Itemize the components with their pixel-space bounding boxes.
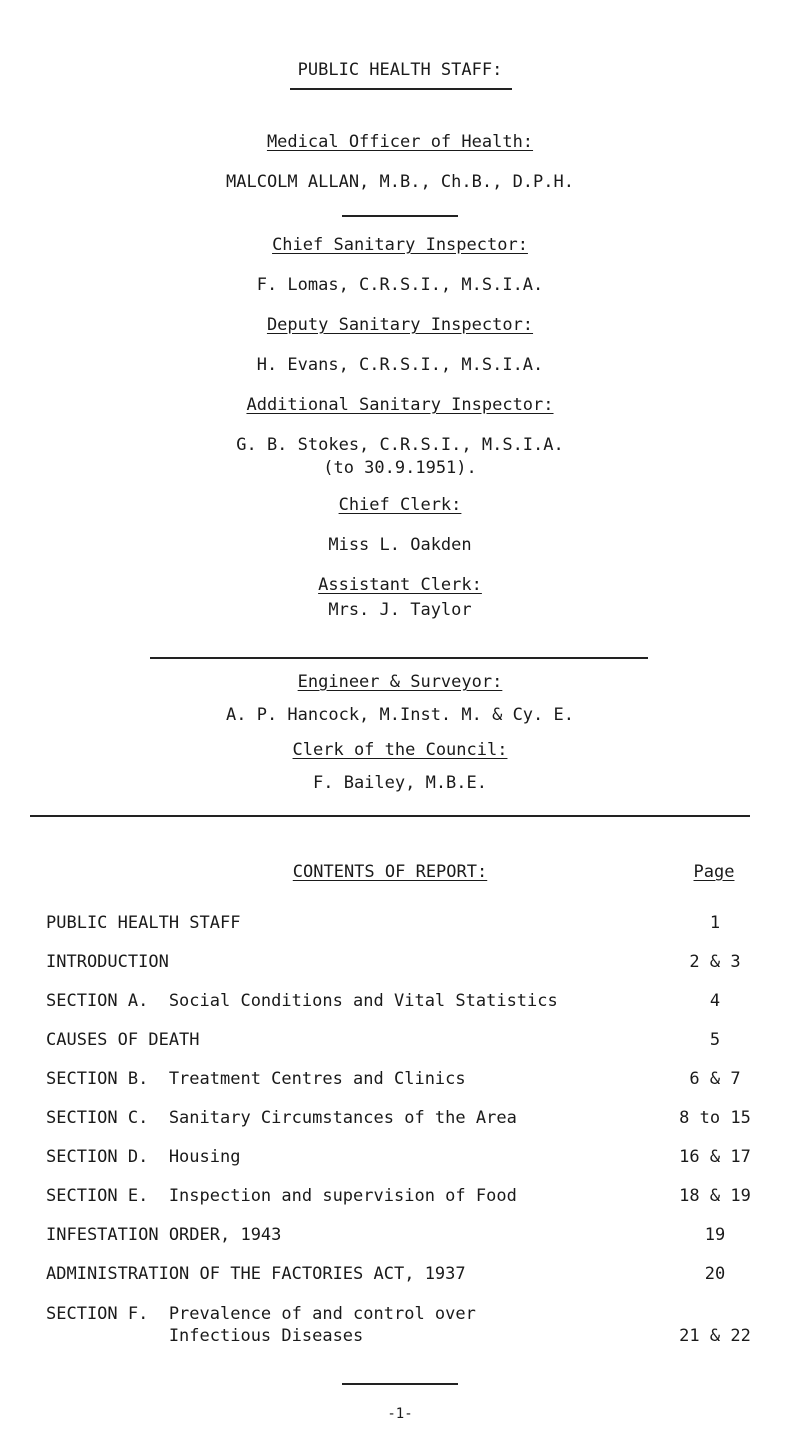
divider xyxy=(150,657,648,659)
contents-entry: SECTION C. Sanitary Circumstances of the Area xyxy=(46,1108,517,1128)
council-clerk-name: F. Bailey, M.B.E. xyxy=(313,773,487,793)
csi-name: F. Lomas, C.R.S.I., M.S.I.A. xyxy=(256,275,544,295)
contents-page: 4 xyxy=(709,991,721,1011)
asi-note: (to 30.9.1951). xyxy=(323,458,477,478)
engineer-name: A. P. Hancock, M.Inst. M. & Cy. E. xyxy=(226,705,574,725)
dsi-name: H. Evans, C.R.S.I., M.S.I.A. xyxy=(256,355,544,375)
page-number: -1- xyxy=(387,1406,413,1422)
chief-clerk-name: Miss L. Oakden xyxy=(328,535,472,555)
contents-page: 16 & 17 xyxy=(679,1147,751,1167)
chief-clerk-title: Chief Clerk: xyxy=(338,495,462,515)
csi-title: Chief Sanitary Inspector: xyxy=(272,235,528,255)
assistant-clerk-name: Mrs. J. Taylor xyxy=(328,600,472,620)
asi-name: G. B. Stokes, C.R.S.I., M.S.I.A. xyxy=(236,435,564,455)
page-title: PUBLIC HEALTH STAFF: xyxy=(297,60,503,80)
contents-page: 2 & 3 xyxy=(689,952,741,972)
contents-entry: SECTION F. Prevalence of and control over xyxy=(46,1304,476,1324)
contents-page: 8 to 15 xyxy=(679,1108,751,1128)
contents-entry: ADMINISTRATION OF THE FACTORIES ACT, 1937 xyxy=(46,1264,466,1284)
contents-page: 21 & 22 xyxy=(679,1326,751,1346)
contents-page: 6 & 7 xyxy=(689,1069,741,1089)
contents-title: CONTENTS OF REPORT: xyxy=(292,862,488,882)
contents-page: 5 xyxy=(709,1030,721,1050)
divider xyxy=(290,88,512,90)
divider xyxy=(342,1383,458,1385)
divider xyxy=(342,215,458,217)
asi-title: Additional Sanitary Inspector: xyxy=(246,395,554,415)
moh-title: Medical Officer of Health: xyxy=(266,132,534,152)
contents-entry: SECTION B. Treatment Centres and Clinics xyxy=(46,1069,466,1089)
contents-entry: Infectious Diseases xyxy=(46,1326,364,1346)
contents-page: 19 xyxy=(704,1225,726,1245)
assistant-clerk-title: Assistant Clerk: xyxy=(318,575,482,595)
contents-entry: SECTION E. Inspection and supervision of Food xyxy=(46,1186,517,1206)
contents-page: 18 & 19 xyxy=(679,1186,751,1206)
contents-page: 20 xyxy=(704,1264,726,1284)
contents-entry: CAUSES OF DEATH xyxy=(46,1030,200,1050)
contents-entry: INFESTATION ORDER, 1943 xyxy=(46,1225,282,1245)
engineer-title: Engineer & Surveyor: xyxy=(297,672,503,692)
page-column-header: Page xyxy=(693,862,735,882)
contents-entry: PUBLIC HEALTH STAFF xyxy=(46,913,241,933)
council-clerk-title: Clerk of the Council: xyxy=(292,740,508,760)
contents-entry: SECTION A. Social Conditions and Vital Statistics xyxy=(46,991,558,1011)
dsi-title: Deputy Sanitary Inspector: xyxy=(266,315,534,335)
divider xyxy=(30,815,750,817)
contents-entry: INTRODUCTION xyxy=(46,952,169,972)
contents-entry: SECTION D. Housing xyxy=(46,1147,241,1167)
moh-name: MALCOLM ALLAN, M.B., Ch.B., D.P.H. xyxy=(226,172,574,192)
contents-page: 1 xyxy=(709,913,721,933)
